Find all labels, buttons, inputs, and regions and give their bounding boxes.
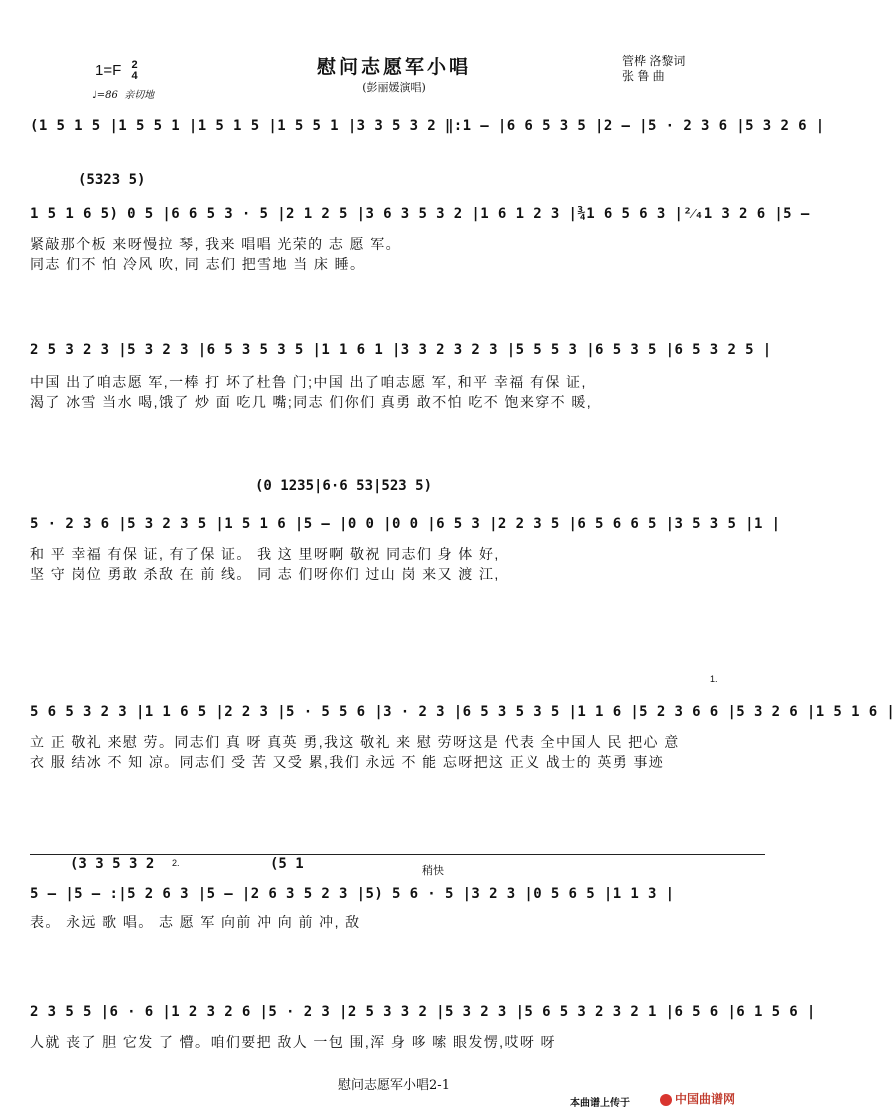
repeat-annotation: (3 3 5 3 2 bbox=[70, 856, 155, 872]
page-title: 慰问志愿军小唱 bbox=[316, 56, 471, 78]
lyric-verse-2: 同志 们不 怕 冷风 吹, 同 志们 把雪地 当 床 睡。 bbox=[30, 256, 366, 272]
volta-bracket-line bbox=[30, 854, 765, 855]
credits bbox=[622, 54, 685, 84]
score-system-2 bbox=[30, 172, 810, 282]
score-system-3 bbox=[30, 342, 772, 412]
logo-icon bbox=[660, 1094, 672, 1106]
score-system-5 bbox=[30, 674, 895, 774]
lyric-verse-2: 渴了 冰雪 当水 喝,饿了 炒 面 吃几 嘴;同志 们你们 真勇 敢不怕 吃不 饱来穿不 暖, bbox=[30, 394, 593, 410]
lyricist-credit: 管桦 洛黎词 bbox=[622, 54, 686, 68]
lyric-verse-1: 紧敲那个板 来呀慢拉 琴, 我来 唱唱 光荣的 志 愿 军。 bbox=[30, 236, 402, 252]
composer-credit: 张 鲁 曲 bbox=[622, 69, 665, 83]
lyric-verse-2: 坚 守 岗位 勇敢 杀敌 在 前 线。 同 志 们呀你们 过山 岗 来又 渡 江, bbox=[30, 566, 500, 582]
lyric-verse-1: 表。 永远 歌 唱。 志 愿 军 向前 冲 向 前 冲, 敌 bbox=[30, 914, 361, 930]
notation-line: 1 5 1 6 5) 0 5 |6 6 5 3 · 5 |2 1 2 5 |3 6 3 5 3 2 |1 6 1 2 3 |¾1 6 5 6 3 |²⁄₄1 3 2 6 |5 – bbox=[30, 206, 810, 222]
notation-line: 5 · 2 3 6 |5 3 2 3 5 |1 5 1 6 |5 – |0 0 |0 0 |6 5 3 |2 2 3 5 |6 5 6 6 5 |3 5 3 5 |1 | bbox=[30, 516, 781, 532]
page-footer-label: 慰问志愿军小唱2-1 bbox=[338, 1078, 450, 1093]
time-signature: 2 4 bbox=[131, 59, 138, 82]
key-signature: 1=F 2 4 bbox=[95, 59, 138, 82]
notation-line: (1 5 1 5 |1 5 5 1 |1 5 1 5 |1 5 5 1 |3 3 5 3 2 ‖:1 – |6 6 5 3 5 |2 – |5 · 2 3 6 |5 3 2 6 | bbox=[30, 118, 825, 134]
volta-2: 2. bbox=[172, 858, 180, 868]
score-system-1 bbox=[30, 118, 825, 148]
upload-credit: 本曲谱上传于 bbox=[570, 1098, 630, 1109]
notation-line: 5 6 5 3 2 3 |1 1 6 5 |2 2 3 |5 · 5 5 6 |3 · 2 3 |6 5 3 5 3 5 |1 1 6 |5 2 3 6 6 |5 3 2 6 |1 5 1 6 | bbox=[30, 704, 895, 720]
volta-1: 1. bbox=[710, 674, 718, 684]
score-system-6 bbox=[30, 850, 765, 940]
notation-line: 2 3 5 5 |6 · 6 |1 2 3 2 6 |5 · 2 3 |2 5 3 3 2 |5 3 2 3 |5 6 5 3 2 3 2 1 |6 5 6 |6 1 5 6 | bbox=[30, 1004, 816, 1020]
notation-line: 5 – |5 – :|5 2 6 3 |5 – |2 6 3 5 2 3 |5) 5 6 · 5 |3 2 3 |0 5 6 5 |1 1 3 | bbox=[30, 886, 675, 902]
lyric-verse-1: 立 正 敬礼 来慰 劳。同志们 真 呀 真英 勇,我这 敬礼 来 慰 劳呀这是 代表 全中国人 民 把心 意 bbox=[30, 734, 680, 750]
lyric-verse-1: 和 平 幸福 有保 证, 有了保 证。 我 这 里呀啊 敬祝 同志们 身 体 好, bbox=[30, 546, 500, 562]
notation-line: 2 5 3 2 3 |5 3 2 3 |6 5 3 5 3 5 |1 1 6 1 |3 3 2 3 2 3 |5 5 5 3 |6 5 3 5 |6 5 3 2 5 | bbox=[30, 342, 772, 358]
intro-annotation: (5323 5) bbox=[78, 172, 146, 188]
tempo-marking: ♩=86 亲切地 bbox=[92, 90, 155, 101]
interlude-annotation: (0 1235|6·6 53|523 5) bbox=[255, 478, 433, 494]
lyric-verse-1: 人就 丧了 胆 它发 了 懵。咱们要把 敌人 一包 围,浑 身 哆 嗦 眼发愣,哎呀 呀 bbox=[30, 1034, 556, 1050]
intro-51-annotation: (5 1 bbox=[270, 856, 304, 872]
lyric-verse-1: 中国 出了咱志愿 军,一棒 打 坏了杜鲁 门;中国 出了咱志愿 军, 和平 幸福 有保 证, bbox=[30, 374, 587, 390]
lyric-verse-2: 衣 服 结冰 不 知 凉。同志们 受 苦 又受 累,我们 永远 不 能 忘呀把这 正义 战士的 英勇 事迹 bbox=[30, 754, 665, 770]
site-name: 中国曲谱网 bbox=[675, 1092, 736, 1106]
site-logo bbox=[660, 1090, 735, 1107]
score-system-7 bbox=[30, 1004, 816, 1054]
tempo-faster: 稍快 bbox=[422, 865, 444, 877]
score-system-4 bbox=[30, 478, 781, 588]
page-subtitle: (彭丽媛演唱) bbox=[362, 81, 426, 94]
